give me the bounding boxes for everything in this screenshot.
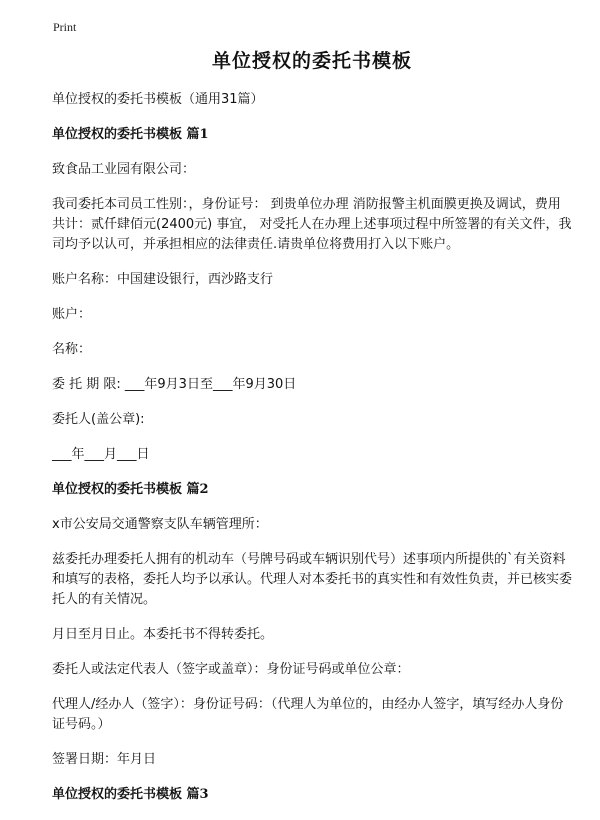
body-paragraph-2: 兹委托办理委托人拥有的机动车（号牌号码或车辆识别代号）述事项内所提供的`有关资料和填写的表格，委托人均予以承认。代理人对本委托书的真实性和有效性负责，并已核实委托人的有关情况。 xyxy=(52,552,573,607)
account-name-line: 账户名称：中国建设银行，西沙路支行 xyxy=(52,272,274,287)
document-body xyxy=(52,48,572,820)
addressee-2: x市公安局交通警察支队车辆管理所： xyxy=(52,517,268,532)
document-title: 单位授权的委托书模板 xyxy=(211,50,412,72)
section-heading-1: 单位授权的委托书模板 篇1 xyxy=(52,127,209,142)
sign-date-line: 签署日期：年月日 xyxy=(52,752,157,767)
addressee-1: 致食品工业园有限公司： xyxy=(52,162,196,177)
name-line: 名称： xyxy=(52,342,92,357)
body-paragraph-1: 我司委托本司员工性别：，身份证号： 到贵单位办理 消防报警主机面膜更换及调试，费用共计：贰仟肆佰元(2400元) 事宜， 对受托人在办理上述事项过程中所签署的有关文件，我司均予以认可，并承担相应的法律责任.请贵单位将费用打入以下账户。 xyxy=(52,197,572,252)
principal-line-2: 委托人或法定代表人（签字或盖章）：身份证号码或单位公章： xyxy=(52,662,410,677)
period-line: 委 托 期 限: ___年9月3日至___年9月30日 xyxy=(52,377,297,392)
agent-line: 代理人/经办人（签字）：身份证号码：（代理人为单位的，由经办人签字，填写经办人身份证号码。） xyxy=(52,697,564,732)
date-line-1: ___年___月___日 xyxy=(52,447,150,462)
principal-seal-line: 委托人(盖公章): xyxy=(52,412,145,427)
document-subtitle: 单位授权的委托书模板（通用31篇） xyxy=(52,92,264,107)
account-line: 账户： xyxy=(52,307,92,322)
section-heading-3: 单位授权的委托书模板 篇3 xyxy=(52,787,209,802)
validity-line: 月日至月日止。本委托书不得转委托。 xyxy=(52,627,274,642)
print-label: Print xyxy=(53,20,77,34)
section-heading-2: 单位授权的委托书模板 篇2 xyxy=(52,482,209,497)
